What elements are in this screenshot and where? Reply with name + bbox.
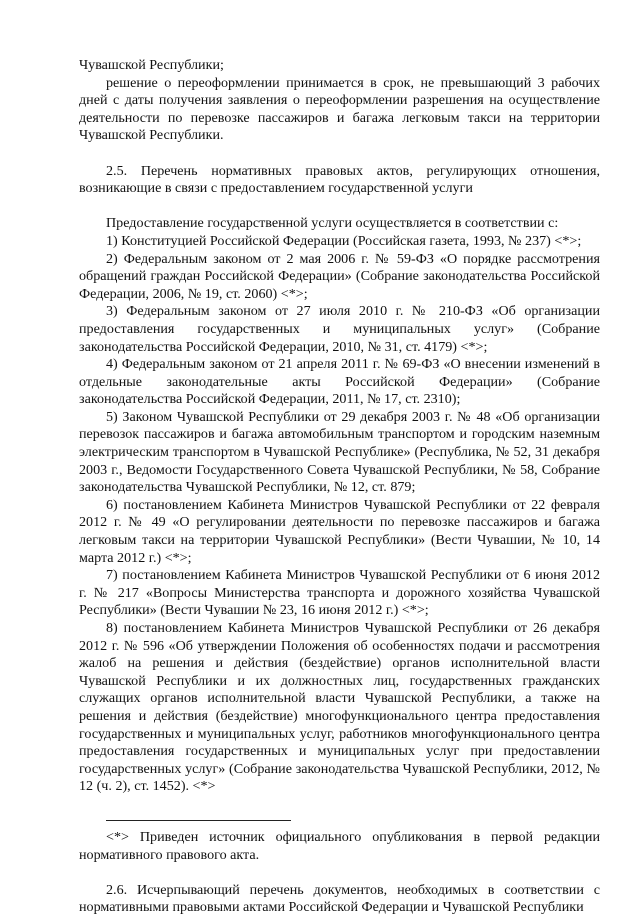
spacer [79,864,600,882]
intro-line: Чувашской Республики; [79,57,224,73]
list-item-2: 2) Федеральным законом от 2 мая 2006 г. № 59-ФЗ «О порядке рассмотрения обращений граждан Российской Федерации» (Собрание законодательства Российской Федерации, 2006, № 19, ст. 2060) <*>; [79,250,600,302]
list-item-6: 6) постановлением Кабинета Министров Чувашской Республики от 22 февраля 2012 г. № 49 «О регулировании деятельности по перевозке пассажиров и багажа легковым такси на территории Чувашской Республики» (Вести Чувашии, № 10, 14 марта 2012 г.) <*>; [79,496,600,566]
section-2-6-heading: 2.6. Исчерпывающий перечень документов, необходимых в соответствии с нормативными правовыми актами Российской Федерации и Чувашской Республики [79,881,600,916]
spacer [79,145,600,163]
intro-paragraph: решение о переоформлении принимается в срок, не превышающий 3 рабочих дней с даты получения заявления о переоформлении разрешения на осуществление деятельности по перевозке пассажиров и багажа легковым такси на территории Чувашской Республики. [79,74,600,144]
footnote: <*> Приведен источник официального опубликования в первой редакции нормативного правового акта. [79,828,600,863]
spacer [79,198,600,216]
list-item-5: 5) Законом Чувашской Республики от 29 декабря 2003 г. № 48 «Об организации перевозок пассажиров и багажа автомобильным транспортом и городским наземным электрическим транспортом в Чувашской Республике» (Республика, № 52, 31 декабря 2003 г., Ведомости Государственного Совета Чувашской Республики, № 58, Собрание законодательства Чувашской Республики, № 12, ст. 879; [79,408,600,496]
document-page [79,57,600,917]
section-2-5-lead: Предоставление государственной услуги осуществляется в соответствии с: [106,215,559,232]
footnote-divider [106,820,291,821]
list-item-1: 1) Конституцией Российской Федерации (Российская газета, 1993, № 237) <*>; [106,232,582,249]
list-item-3: 3) Федеральным законом от 27 июля 2010 г. № 210-ФЗ «Об организации предоставления государственных и муниципальных услуг» (Собрание законодательства Российской Федерации, 2010, № 31, ст. 4179) <*>; [79,303,600,355]
list-item-4: 4) Федеральным законом от 21 апреля 2011 г. № 69-ФЗ «О внесении изменений в отдельные законодательные акты Российской Федерации» (Собрание законодательства Российской Федерации, 2011, № 17, ст. 2310); [79,356,600,408]
list-item-8: 8) постановлением Кабинета Министров Чувашской Республики от 26 декабря 2012 г. № 596 «Об утверждении Положения об особенностях подачи и рассмотрения жалоб на решения и действия (бездействие) органов исполнительной власти Чувашской Республики и их должностных лиц, государственных гражданских служащих органов исполнительной власти Чувашской Республики, а также на решения и действия (бездействие) многофункционального центра предоставления государственных и муниципальных услуг, работников многофункционального центра предоставления государственных и муниципальных услуг при предоставлении государственных услуг» (Собрание законодательства Чувашской Республики, 2012, № 12 (ч. 2), ст. 1452). <*> [79,620,600,795]
section-2-5-heading: 2.5. Перечень нормативных правовых актов, регулирующих отношения, возникающие в связи с предоставлением государственной услуги [79,162,600,197]
list-item-7: 7) постановлением Кабинета Министров Чувашской Республики от 6 июня 2012 г. № 217 «Вопросы Министерства транспорта и дорожного хозяйства Чувашской Республики» (Вести Чувашии № 23, 16 июня 2012 г.) <*>; [79,567,600,619]
